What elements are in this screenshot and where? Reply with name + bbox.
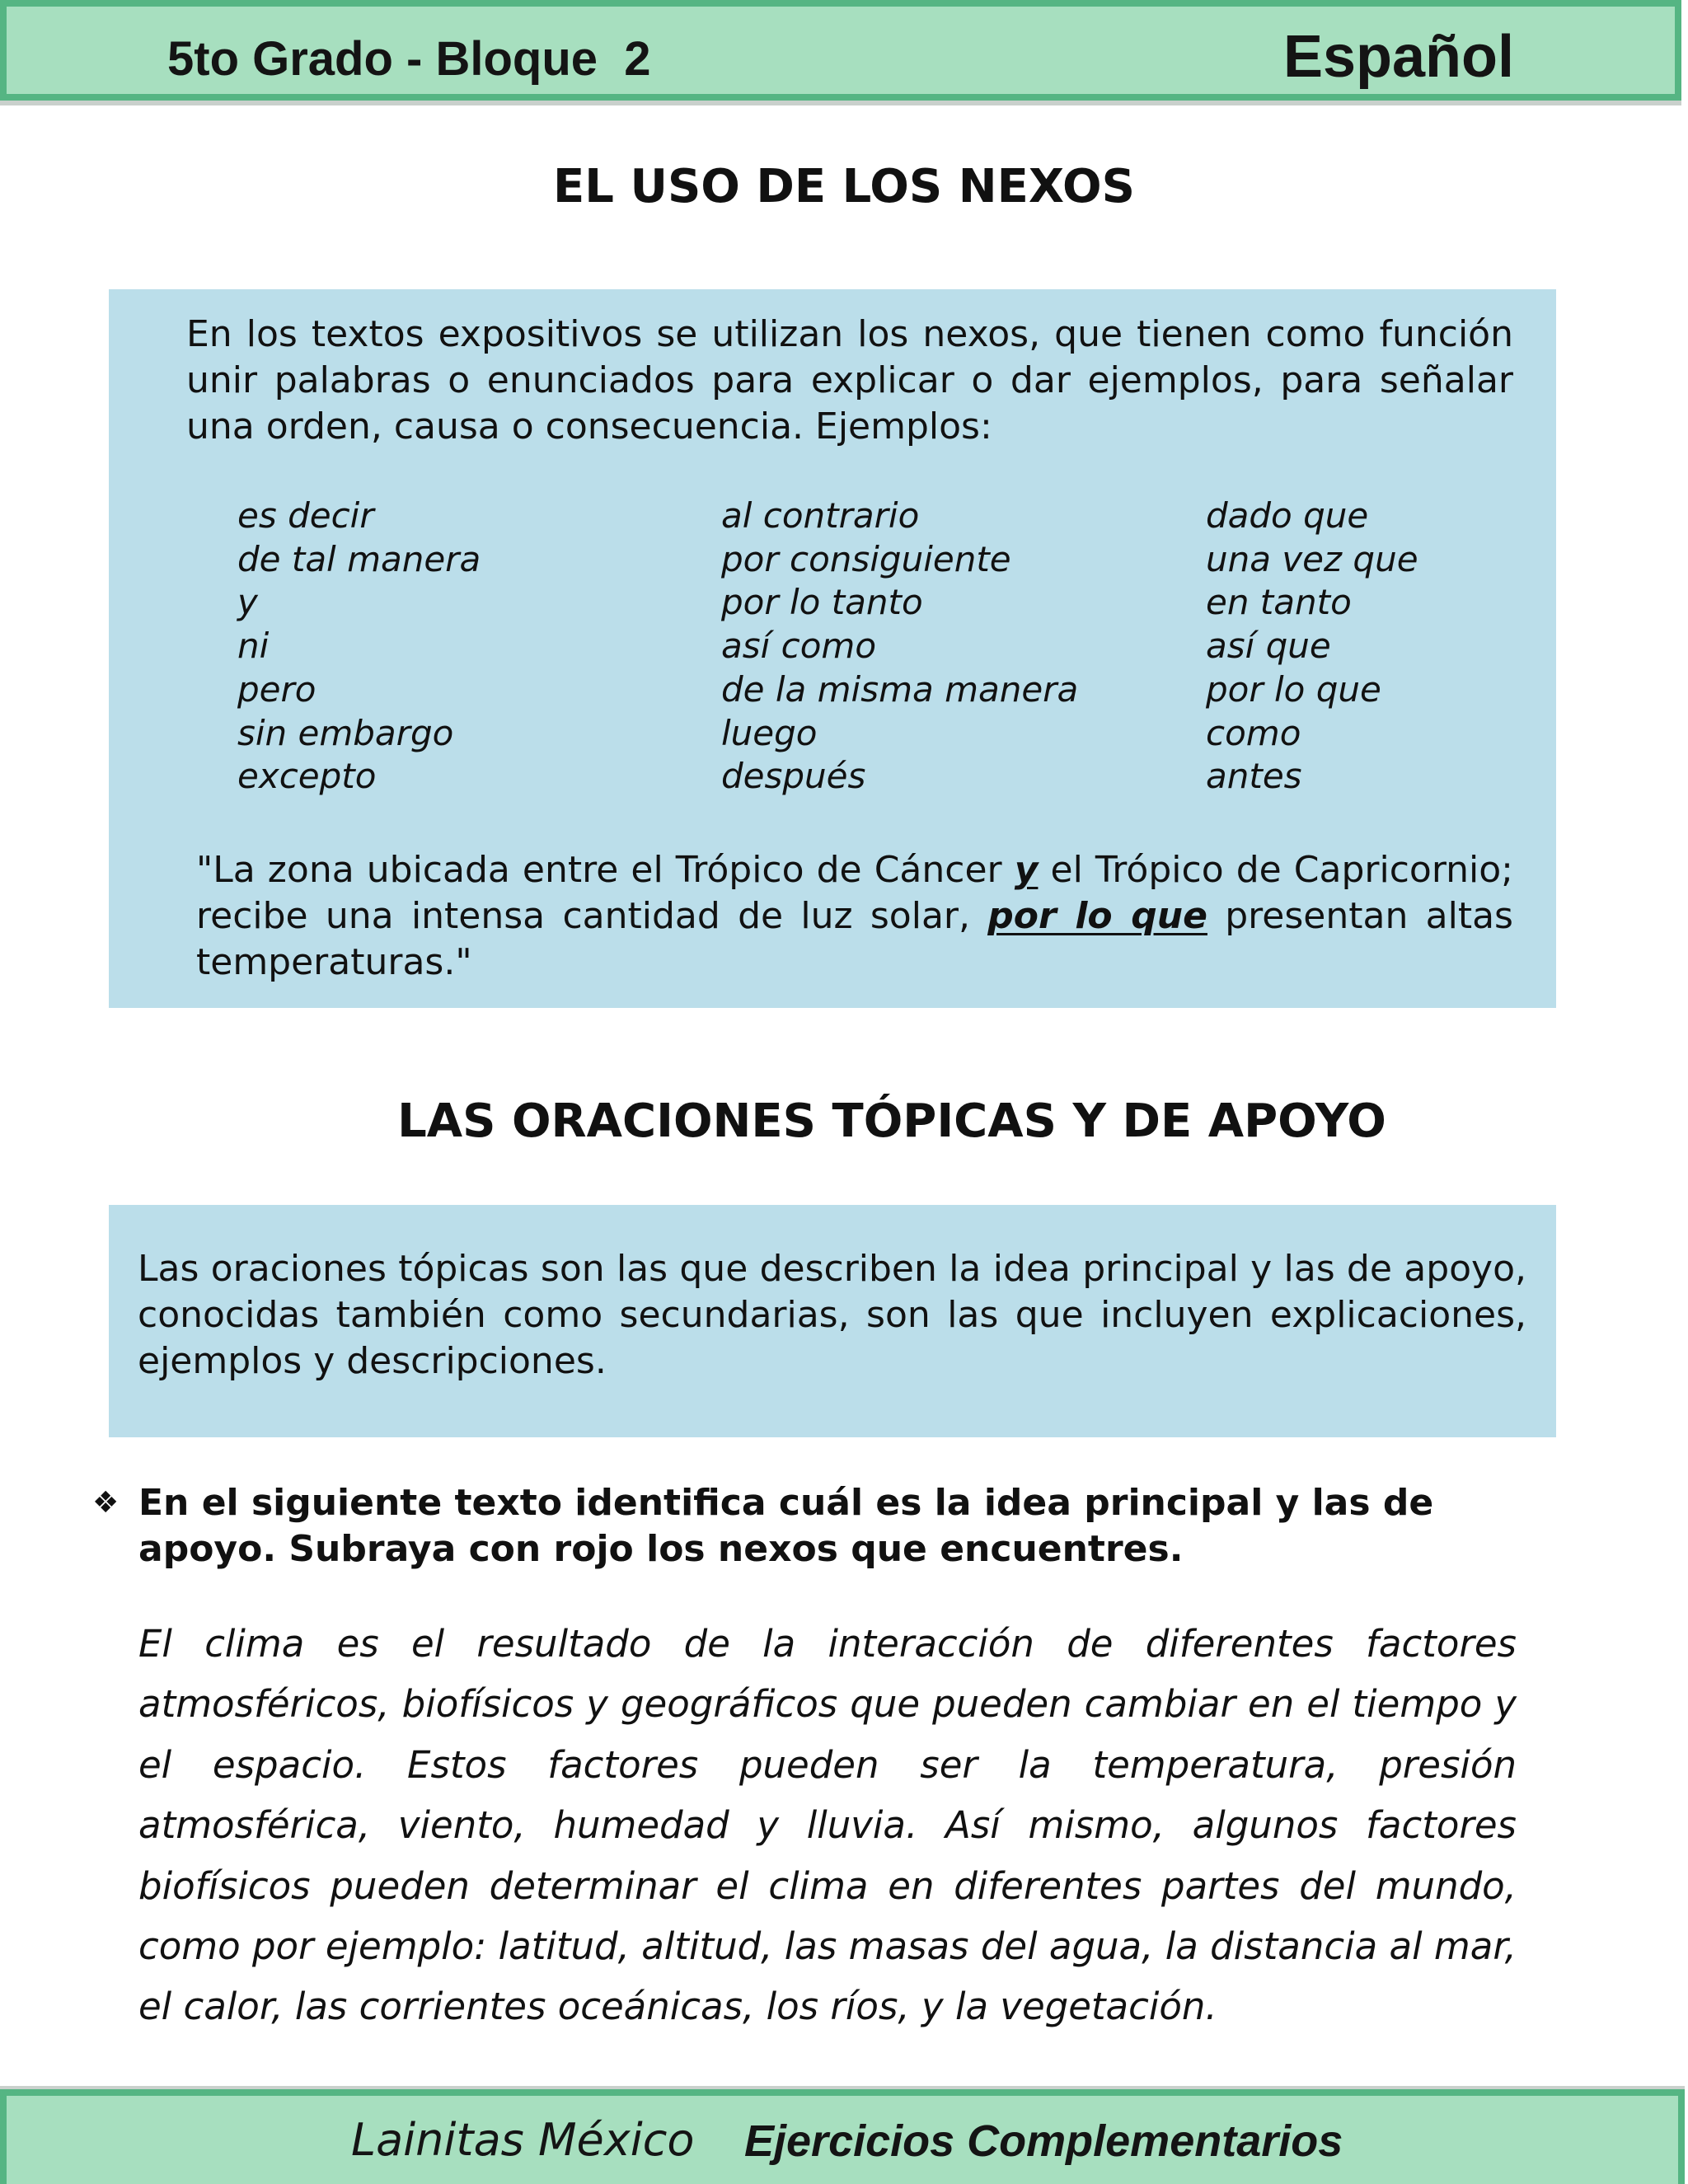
highlighted-nexo: por lo que	[987, 895, 1207, 937]
example-item: así que	[1206, 626, 1331, 667]
examples-column-1	[237, 494, 481, 799]
example-item: en tanto	[1206, 582, 1352, 623]
examples-column-3	[1206, 494, 1418, 799]
example-item: por lo tanto	[721, 582, 923, 623]
nexos-intro-paragraph: En los textos expositivos se utilizan los nexos, que tienen como función unir palabras o enunciados para explicar o dar ejemplos, para señalar una orden, causa o consecuencia. Ejemplos:	[186, 313, 1513, 448]
example-item: de tal manera	[237, 538, 481, 579]
footer-band	[0, 2089, 1685, 2184]
footer-series: Ejercicios Complementarios	[744, 2116, 1343, 2166]
example-item: una vez que	[1206, 538, 1418, 579]
quote-text: presentan altas temperaturas."	[196, 895, 1513, 983]
subject-label: Español	[1282, 24, 1514, 90]
example-item: como	[1206, 712, 1301, 753]
footer-brand: Lainitas México	[351, 2114, 695, 2166]
example-item: después	[721, 756, 866, 797]
example-item: al contrario	[721, 495, 920, 536]
example-item: ni	[237, 626, 270, 667]
activity-instruction	[92, 1480, 1526, 1572]
example-item: excepto	[237, 756, 377, 797]
example-item: por lo que	[1206, 668, 1381, 710]
example-item: luego	[721, 712, 818, 753]
grade-block-label: 5to Grado - Bloque 2	[167, 32, 651, 86]
quote-text: "La zona ubicada entre el Trópico de Cáncer	[196, 849, 1015, 891]
section-title-oraciones: LAS ORACIONES TÓPICAS Y DE APOYO	[397, 1094, 1386, 1148]
example-item: y	[237, 582, 258, 623]
section-title-nexos: EL USO DE LOS NEXOS	[553, 160, 1135, 213]
example-quote	[196, 847, 1513, 986]
exercise-text: El clima es el resultado de la interacción de diferentes factores atmosféricos, biofísicos y geográficos que pueden cambiar en el tiempo y el espacio. Estos factores pueden ser la temperatura, presión atmosférica, viento, humedad y lluvia. Así mismo, algunos factores biofísicos pueden determinar el clima en diferentes partes del mundo, como por ejemplo: latitud, altitud, las masas del agua, la distancia al mar, el calor, las corrientes oceánicas, los ríos, y la vegetación.	[138, 1622, 1517, 2029]
examples-column-2	[721, 494, 1078, 799]
diamond-bullet-icon: ❖	[92, 1486, 120, 1520]
quote-text: el Trópico de Capricornio; recibe una intensa cantidad de luz solar,	[196, 849, 1514, 937]
highlighted-nexo: y	[1014, 849, 1039, 891]
example-item: dado que	[1206, 495, 1369, 536]
oraciones-definition: Las oraciones tópicas son las que describen la idea principal y las de apoyo, conocidas también como secundarias, son las que incluyen explicaciones, ejemplos y descripciones.	[138, 1248, 1526, 1382]
example-item: es decir	[237, 495, 374, 536]
example-item: así como	[721, 626, 877, 667]
example-item: antes	[1206, 756, 1302, 797]
example-item: sin embargo	[237, 712, 454, 753]
example-item: pero	[237, 668, 316, 710]
header-band	[0, 0, 1681, 101]
example-item: de la misma manera	[721, 668, 1079, 710]
instruction-text: En el siguiente texto identifica cuál es la idea principal y las de apoyo. Subraya con rojo los nexos que encuentres.	[138, 1482, 1434, 1570]
example-item: por consiguiente	[721, 538, 1011, 579]
